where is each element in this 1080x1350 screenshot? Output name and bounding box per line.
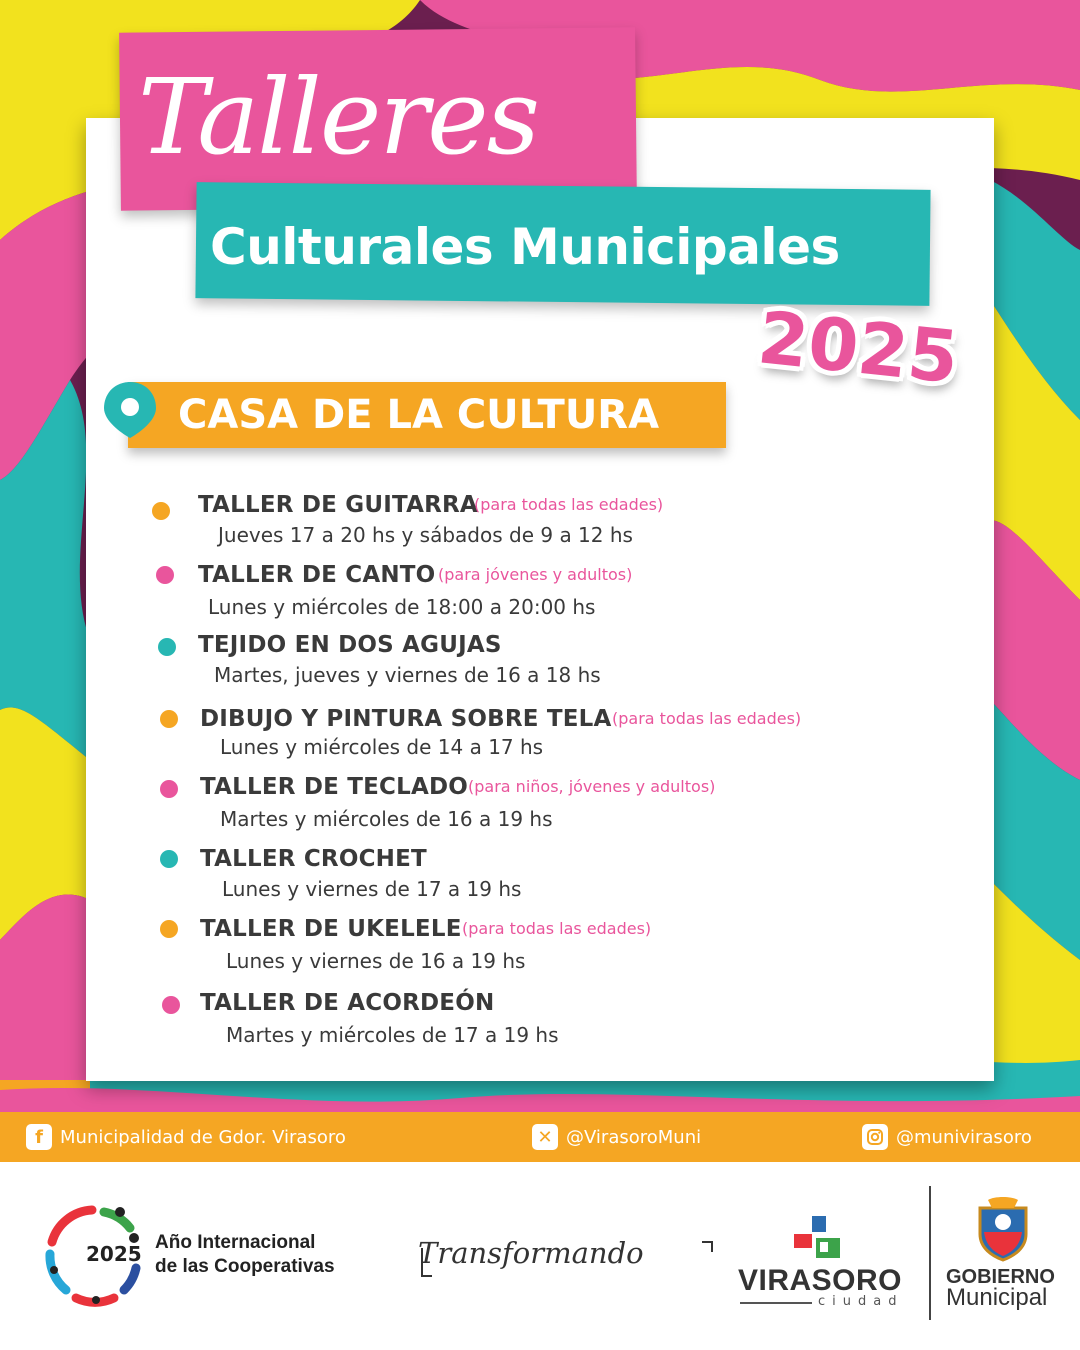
- instagram-label: @munivirasoro: [896, 1126, 1032, 1148]
- venue-label: CASA DE LA CULTURA: [178, 392, 660, 438]
- workshop-schedule: Lunes y miércoles de 14 a 17 hs: [220, 735, 544, 759]
- city-subtitle: ciudad: [818, 1294, 904, 1309]
- workshop-note: (para jóvenes y adultos): [438, 565, 633, 584]
- workshop-name: TALLER DE GUITARRA: [198, 492, 478, 518]
- workshop-name: TALLER DE UKELELE: [200, 916, 462, 942]
- year-badge: 2025: [754, 295, 963, 400]
- workshop-schedule: Martes y miércoles de 16 a 19 hs: [220, 807, 553, 831]
- workshop-item: [0, 914, 1080, 984]
- virasoro-logo: [790, 1214, 846, 1266]
- bullet-dot: [156, 566, 174, 584]
- instagram-link[interactable]: [862, 1112, 1032, 1162]
- footer-divider: [929, 1186, 931, 1320]
- bullet-dot: [160, 710, 178, 728]
- facebook-link[interactable]: [26, 1112, 346, 1162]
- workshop-name: TALLER DE ACORDEÓN: [200, 990, 495, 1016]
- city-name: VIRASORO: [738, 1264, 903, 1297]
- workshop-name: TALLER DE TECLADO: [200, 774, 469, 800]
- workshop-item: [0, 844, 1080, 914]
- workshop-item: [0, 772, 1080, 842]
- page-subtitle: Culturales Municipales: [210, 218, 840, 276]
- workshop-name: TALLER CROCHET: [200, 846, 427, 872]
- workshop-schedule: Lunes y viernes de 16 a 19 hs: [226, 949, 526, 973]
- bullet-dot: [152, 502, 170, 520]
- instagram-icon: [862, 1124, 888, 1150]
- facebook-label: Municipalidad de Gdor. Virasoro: [60, 1126, 346, 1148]
- workshop-schedule: Lunes y viernes de 17 a 19 hs: [222, 877, 522, 901]
- municipal-crest-icon: [974, 1196, 1032, 1262]
- bullet-dot: [160, 850, 178, 868]
- bullet-dot: [162, 996, 180, 1014]
- workshop-schedule: Jueves 17 a 20 hs y sábados de 9 a 12 hs: [218, 523, 633, 547]
- x-label: @VirasoroMuni: [566, 1126, 702, 1148]
- workshop-item: [0, 704, 1080, 774]
- x-link[interactable]: [532, 1112, 701, 1162]
- x-icon: ✕: [532, 1124, 558, 1150]
- workshop-item: [0, 988, 1080, 1058]
- coop-year: 2025: [86, 1242, 142, 1266]
- workshop-schedule: Martes y miércoles de 17 a 19 hs: [226, 1023, 559, 1047]
- workshop-schedule: Martes, jueves y viernes de 16 a 18 hs: [214, 663, 601, 687]
- page-title: Talleres: [138, 56, 538, 178]
- workshop-note: (para todas las edades): [474, 495, 664, 514]
- bullet-dot: [160, 920, 178, 938]
- coop-line-2: de las Cooperativas: [155, 1256, 335, 1277]
- government-line-2: Municipal: [946, 1284, 1048, 1311]
- workshop-schedule: Lunes y miércoles de 18:00 a 20:00 hs: [208, 595, 596, 619]
- workshop-note: (para niños, jóvenes y adultos): [468, 777, 716, 796]
- workshop-note: (para todas las edades): [612, 709, 802, 728]
- slogan: Transformando: [418, 1236, 644, 1270]
- workshop-note: (para todas las edades): [462, 919, 652, 938]
- workshop-item: [0, 490, 1080, 560]
- bullet-dot: [160, 780, 178, 798]
- workshop-name: TALLER DE CANTO: [198, 562, 436, 588]
- workshop-name: TEJIDO EN DOS AGUJAS: [198, 632, 502, 658]
- workshop-item: [0, 630, 1080, 700]
- bullet-dot: [158, 638, 176, 656]
- workshop-name: DIBUJO Y PINTURA SOBRE TELA: [200, 706, 612, 732]
- government-line-1: GOBIERNO: [946, 1266, 1055, 1288]
- city-rule: [740, 1302, 812, 1304]
- coop-line-1: Año Internacional: [155, 1232, 316, 1253]
- location-pin-icon: [100, 380, 160, 440]
- facebook-icon: f: [26, 1124, 52, 1150]
- workshop-item: [0, 560, 1080, 630]
